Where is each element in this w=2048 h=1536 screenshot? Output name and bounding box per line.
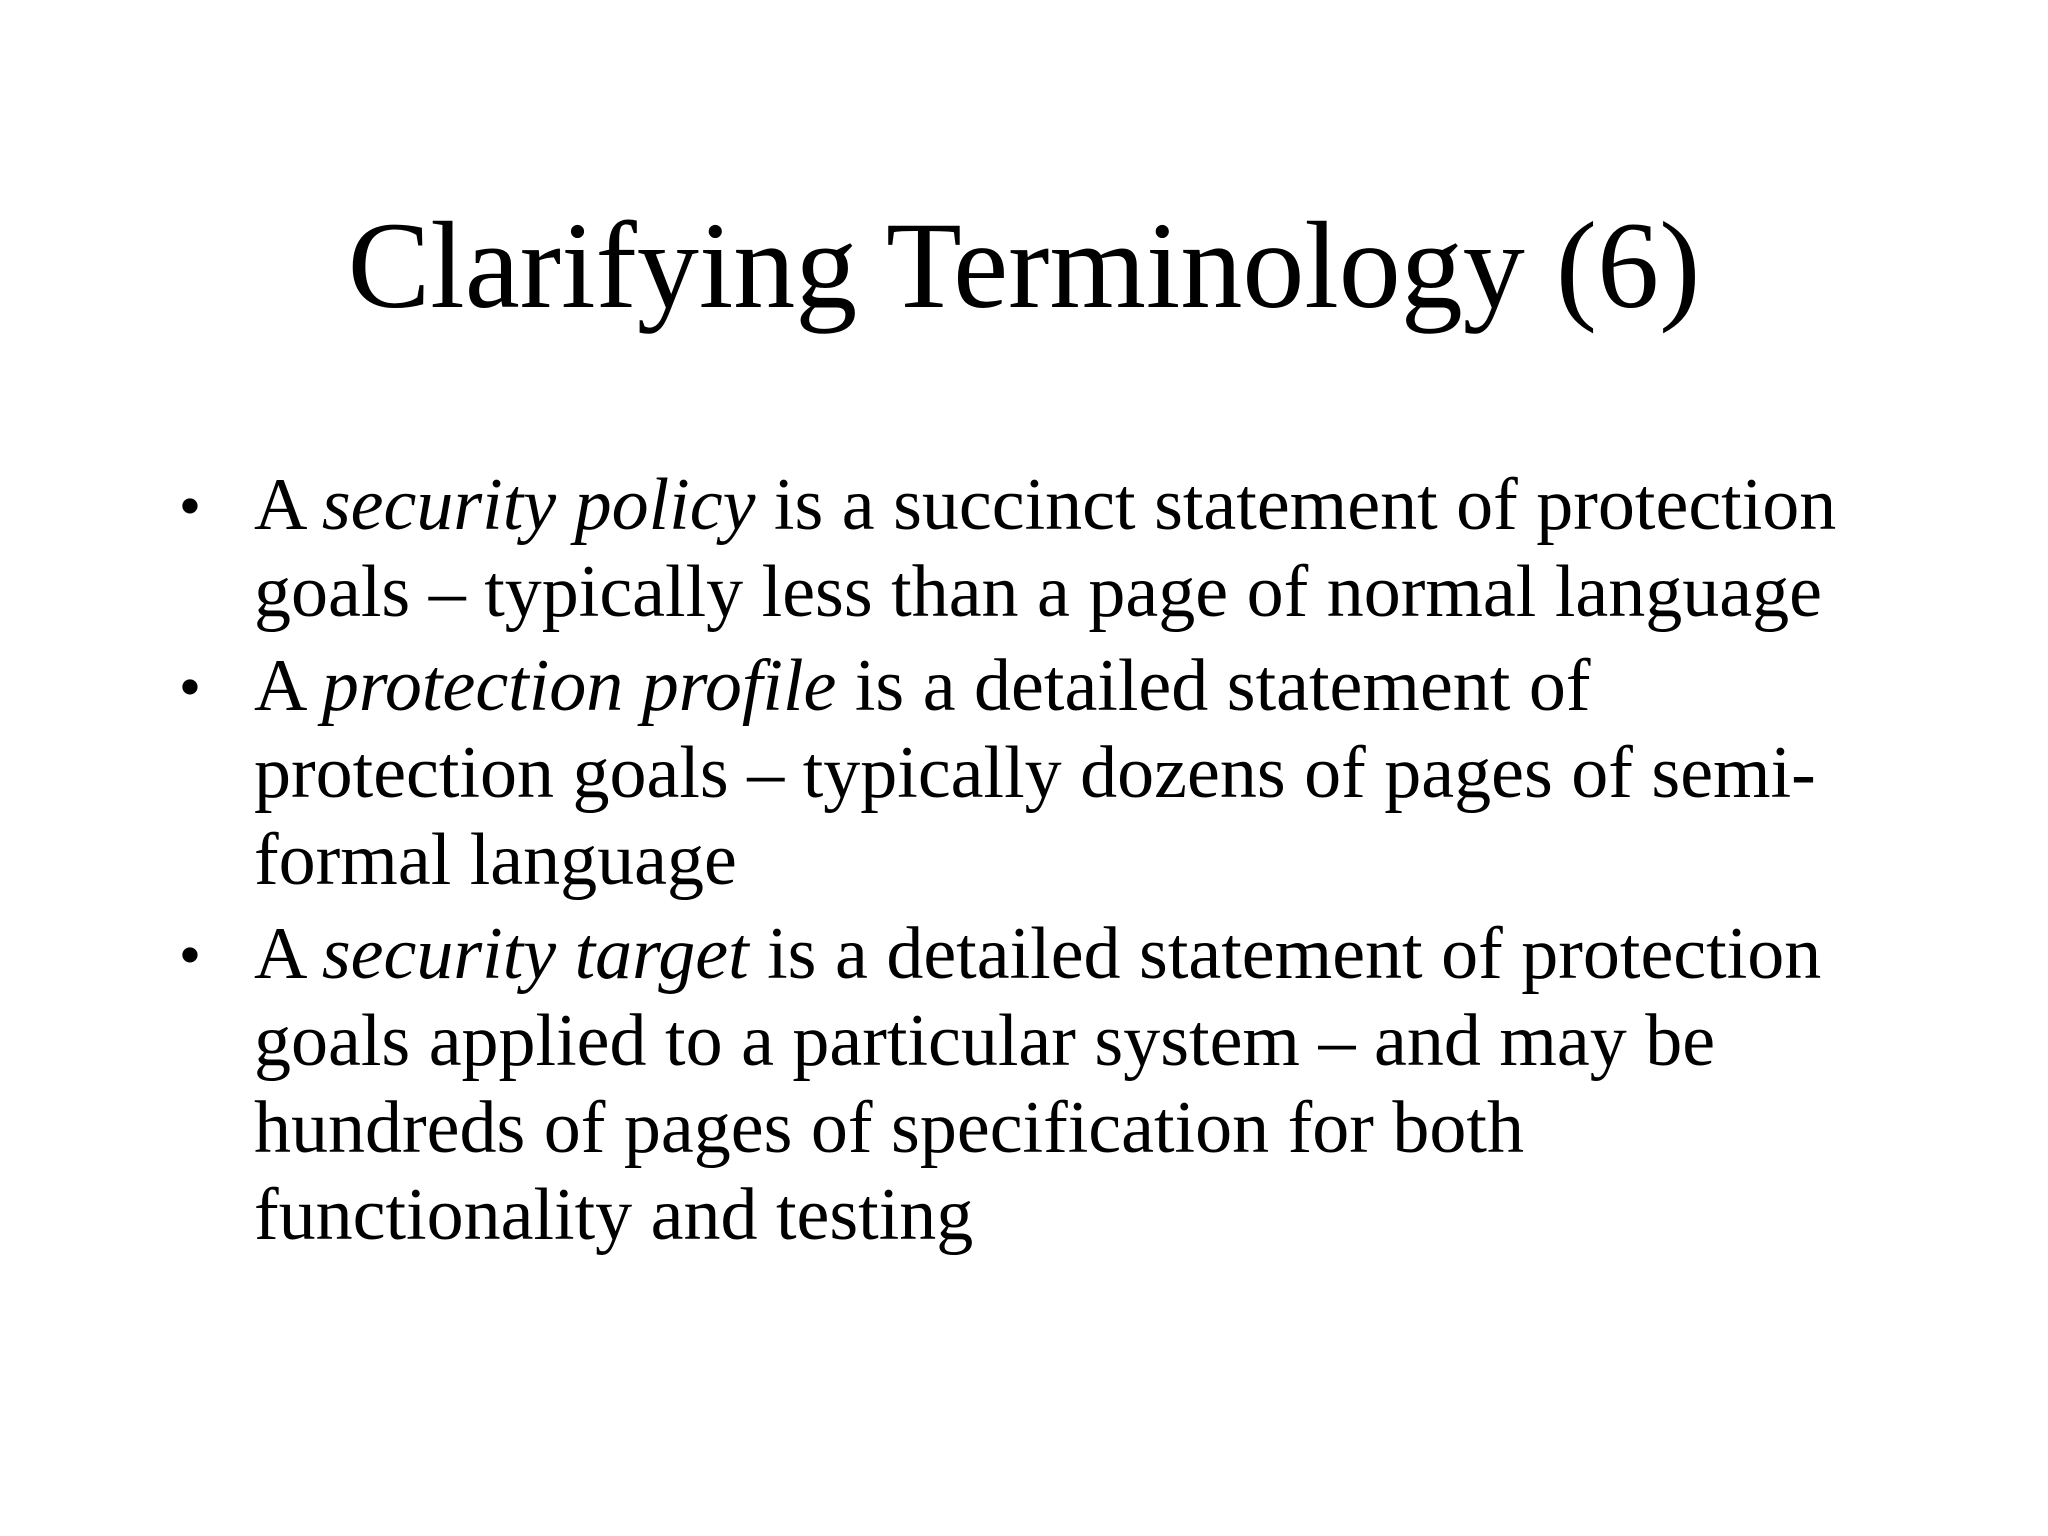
term-protection-profile: protection profile: [321, 645, 837, 727]
bullet-icon: •: [178, 919, 202, 990]
bullet-lead: A: [254, 464, 322, 546]
bullet-text: is a detailed statement of protection goals – typically dozens of pages of semi-formal language: [254, 645, 1816, 901]
term-security-target: security target: [321, 913, 749, 995]
bullet-text: is a succinct statement of protection goals – typically less than a page of normal language: [254, 464, 1837, 633]
bullet-item-security-target: [170, 911, 1890, 1259]
term-security-policy: security policy: [321, 464, 756, 546]
bullet-icon: •: [178, 470, 202, 541]
bullet-icon: •: [178, 651, 202, 722]
slide-title: Clarifying Terminology (6): [347, 197, 1701, 334]
bullet-lead: A: [254, 645, 322, 727]
bullet-item-protection-profile: [170, 643, 1890, 904]
bullet-item-security-policy: [170, 462, 1890, 636]
bullet-lead: A: [254, 913, 322, 995]
bullet-list: [170, 462, 1890, 1266]
bullet-text: is a detailed statement of protection goals applied to a particular system – and may be hundreds of pages of specification for both functionality and testing: [254, 913, 1822, 1256]
